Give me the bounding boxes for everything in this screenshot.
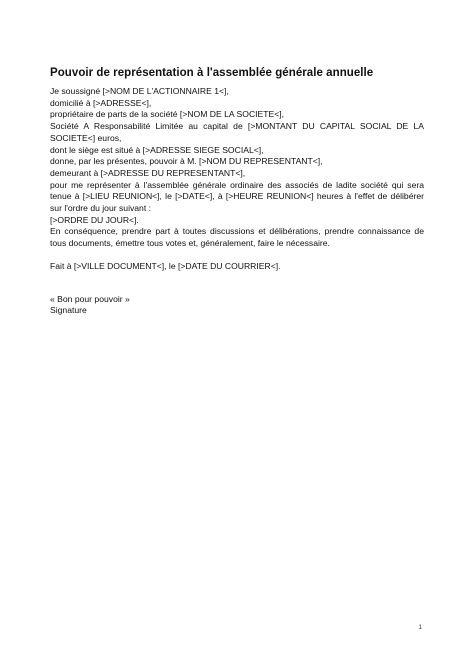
- document-title: Pouvoir de représentation à l'assemblée générale annuelle: [50, 67, 374, 79]
- line-proprietaire: propriétaire de parts de la société [>NOM DE LA SOCIETE<],: [50, 109, 285, 120]
- spacer: [50, 250, 424, 261]
- line-societe: Société A Responsabilité Limitée au capital de [>MONTANT DU CAPITAL SOCIAL DE LA SOCIETE<] euros,: [50, 121, 424, 143]
- line-ordre-du-jour: [>ORDRE DU JOUR<].: [50, 214, 139, 225]
- letter-body: [50, 66, 424, 317]
- line-donne: donne, par les présentes, pouvoir à M. [>NOM DU REPRESENTANT<],: [50, 156, 323, 167]
- line-domicile: domicilié à [>ADRESSE<],: [50, 97, 152, 108]
- line-pour-me: pour me représenter à l'assemblée générale ordinaire des associés de ladite société qui sera tenue à [>LIEU REUNION<], le [>DATE<], à [>HEURE REUNION<] heures à l'effet de délibérer sur l'ordre du jour suivant :: [50, 179, 424, 214]
- signature-label: Signature: [50, 305, 87, 316]
- bon-pour-pouvoir-text: « Bon pour pouvoir »: [50, 293, 130, 304]
- page-number: 1: [418, 624, 422, 631]
- line-fait-a: Fait à [>VILLE DOCUMENT<], le [>DATE DU COURRIER<].: [50, 260, 281, 271]
- line-siege: dont le siège est situé à [>ADRESSE SIEGE SOCIAL<],: [50, 144, 264, 155]
- line-consequence: En conséquence, prendre part à toutes discussions et délibérations, prendre connaissance de tous documents, émettre tous votes et, généralement, faire le nécessaire.: [50, 226, 424, 249]
- line-demeurant: demeurant à [>ADRESSE DU REPRESENTANT<],: [50, 167, 246, 178]
- spacer: [50, 273, 424, 294]
- line-soussigne: Je soussigné [>NOM DE L'ACTIONNAIRE 1<],: [50, 86, 229, 96]
